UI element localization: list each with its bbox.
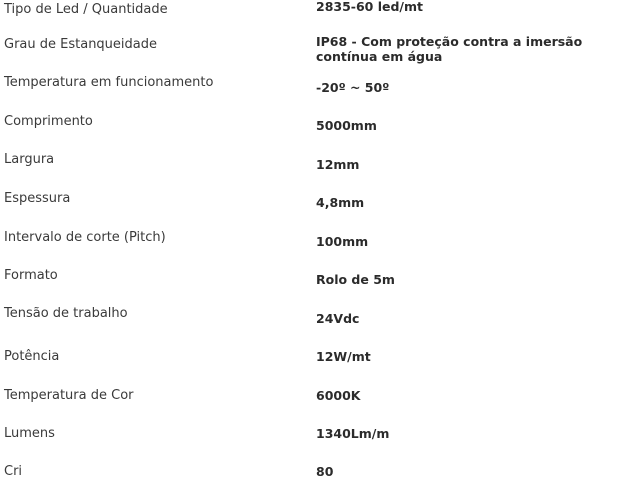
spec-label: Formato — [4, 268, 58, 283]
spec-label: Intervalo de corte (Pitch) — [4, 230, 166, 245]
spec-value: 4,8mm — [316, 195, 365, 210]
spec-value: -20º ~ 50º — [316, 80, 390, 95]
spec-value: 80 — [316, 464, 334, 479]
spec-value: 24Vdc — [316, 311, 360, 326]
spec-label: Tipo de Led / Quantidade — [4, 2, 168, 17]
spec-value: 5000mm — [316, 118, 377, 133]
spec-value: 12mm — [316, 157, 360, 172]
spec-value: 2835-60 led/mt — [316, 0, 424, 14]
spec-label: Cri — [4, 464, 23, 479]
spec-label: Tensão de trabalho — [4, 306, 128, 321]
spec-label: Grau de Estanqueidade — [4, 37, 157, 52]
spec-value: IP68 - Com proteção contra a imersão contínua em água — [316, 34, 583, 64]
spec-value: 12W/mt — [316, 349, 371, 364]
spec-value: 1340Lm/m — [316, 426, 390, 441]
spec-label: Temperatura em funcionamento — [4, 75, 214, 90]
spec-label: Potência — [4, 349, 60, 364]
spec-value: 6000K — [316, 388, 361, 403]
spec-label: Largura — [4, 152, 55, 167]
spec-value: Rolo de 5m — [316, 272, 395, 287]
spec-label: Comprimento — [4, 114, 93, 129]
spec-label: Espessura — [4, 191, 71, 206]
spec-value: 100mm — [316, 234, 369, 249]
spec-label: Lumens — [4, 426, 55, 441]
spec-label: Temperatura de Cor — [4, 388, 134, 403]
